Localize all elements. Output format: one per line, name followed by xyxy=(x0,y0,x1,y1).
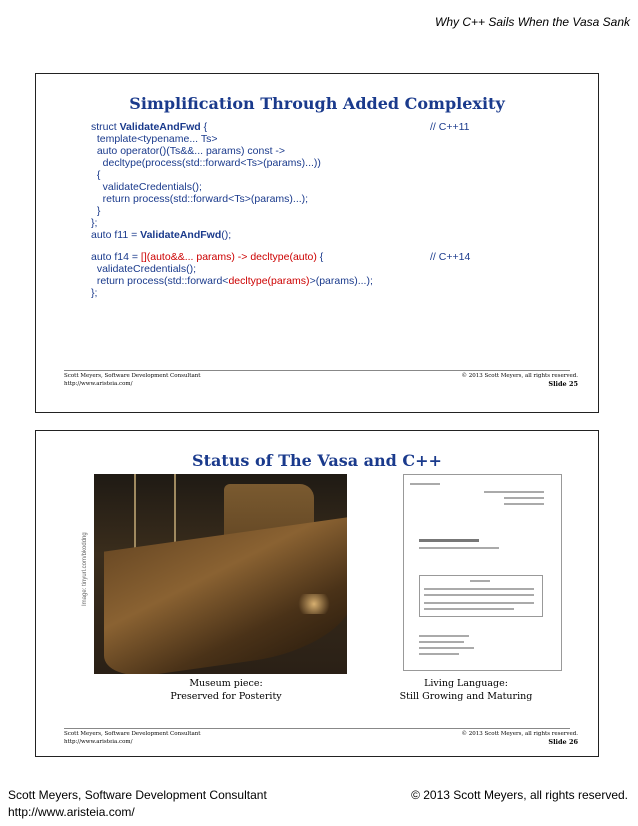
slide-footer-left xyxy=(64,730,201,746)
code-token: >(params)...); xyxy=(309,275,373,287)
code-token: auto operator()(Ts&&... params) const -> xyxy=(91,145,286,157)
code-comment: // C++11 xyxy=(430,121,470,133)
page-footer-left xyxy=(8,787,267,821)
code-token: validateCredentials(); xyxy=(91,263,197,275)
caption-line: Still Growing and Maturing xyxy=(399,691,533,702)
code-token: }; xyxy=(91,217,98,229)
code-token: decltype(process(std::forward<Ts>(params)...)) xyxy=(91,157,321,169)
slide-title: Status of The Vasa and C++ xyxy=(192,451,442,470)
slide-footer-left xyxy=(64,372,201,388)
caption-museum-piece xyxy=(151,677,301,703)
code-line xyxy=(91,229,561,241)
code-line xyxy=(91,217,561,229)
caption-living-language xyxy=(376,677,556,703)
caption-line: Living Language: xyxy=(424,678,508,689)
slide-26 xyxy=(35,430,599,757)
slide-title: Simplification Through Added Complexity xyxy=(129,94,505,113)
code-block xyxy=(91,121,561,299)
code-line xyxy=(91,193,561,205)
code-token: { xyxy=(200,121,208,133)
code-block-cpp14 xyxy=(91,251,561,299)
code-line xyxy=(91,121,561,133)
slide-footer-right xyxy=(461,372,578,388)
page-footer-copyright: © 2013 Scott Meyers, all rights reserved. xyxy=(411,788,628,802)
code-line xyxy=(91,275,561,287)
footer-divider xyxy=(64,728,570,729)
page-header: Why C++ Sails When the Vasa Sank xyxy=(435,15,630,29)
code-line xyxy=(91,287,561,299)
page-footer-url: http://www.aristeia.com/ xyxy=(8,805,135,819)
footer-author: Scott Meyers, Software Development Consultant xyxy=(64,373,201,379)
code-line xyxy=(91,205,561,217)
slide-number: Slide 26 xyxy=(548,738,578,746)
code-token: return process(std::forward< xyxy=(91,275,229,287)
footer-copyright: © 2013 Scott Meyers, all rights reserved. xyxy=(461,373,578,379)
code-token: decltype(params) xyxy=(228,275,310,287)
code-line xyxy=(91,263,561,275)
code-token: struct xyxy=(91,121,120,133)
footer-url: http://www.aristeia.com/ xyxy=(64,381,133,387)
code-line xyxy=(91,157,561,169)
code-line xyxy=(91,181,561,193)
slide-footer-right xyxy=(461,730,578,746)
code-token: { xyxy=(91,169,101,181)
code-token: auto f11 = xyxy=(91,229,141,241)
code-token: (); xyxy=(221,229,232,241)
code-token: ValidateAndFwd xyxy=(119,121,201,133)
code-token: return process(std::forward<Ts>(params)...); xyxy=(91,193,309,205)
code-token: } xyxy=(91,205,101,217)
code-token: ValidateAndFwd xyxy=(140,229,222,241)
code-comment: // C++14 xyxy=(430,251,471,263)
code-line xyxy=(91,251,561,263)
caption-line: Preserved for Posterity xyxy=(170,691,282,702)
code-line xyxy=(91,145,561,157)
caption-line: Museum piece: xyxy=(189,678,263,689)
slide-number: Slide 25 xyxy=(548,380,578,388)
code-token: [](auto&&... params) -> decltype(auto) xyxy=(140,251,317,263)
photo-credit: Image: tinyurl.com/bkoddng xyxy=(82,532,88,606)
code-token: }; xyxy=(91,287,98,299)
code-token: { xyxy=(316,251,324,263)
slide-25 xyxy=(35,73,599,413)
code-token: auto f14 = xyxy=(91,251,141,263)
code-token: template<typename... Ts> xyxy=(91,133,218,145)
page-footer-author: Scott Meyers, Software Development Consultant xyxy=(8,788,267,802)
code-token: validateCredentials(); xyxy=(91,181,202,193)
code-line xyxy=(91,133,561,145)
footer-url: http://www.aristeia.com/ xyxy=(64,739,133,745)
footer-author: Scott Meyers, Software Development Consultant xyxy=(64,731,201,737)
vasa-ship-photo xyxy=(94,474,347,674)
code-line xyxy=(91,169,561,181)
cpp-standard-document-thumbnail xyxy=(403,474,562,671)
code-block-cpp11 xyxy=(91,121,561,241)
footer-copyright: © 2013 Scott Meyers, all rights reserved. xyxy=(461,731,578,737)
footer-divider xyxy=(64,370,570,371)
